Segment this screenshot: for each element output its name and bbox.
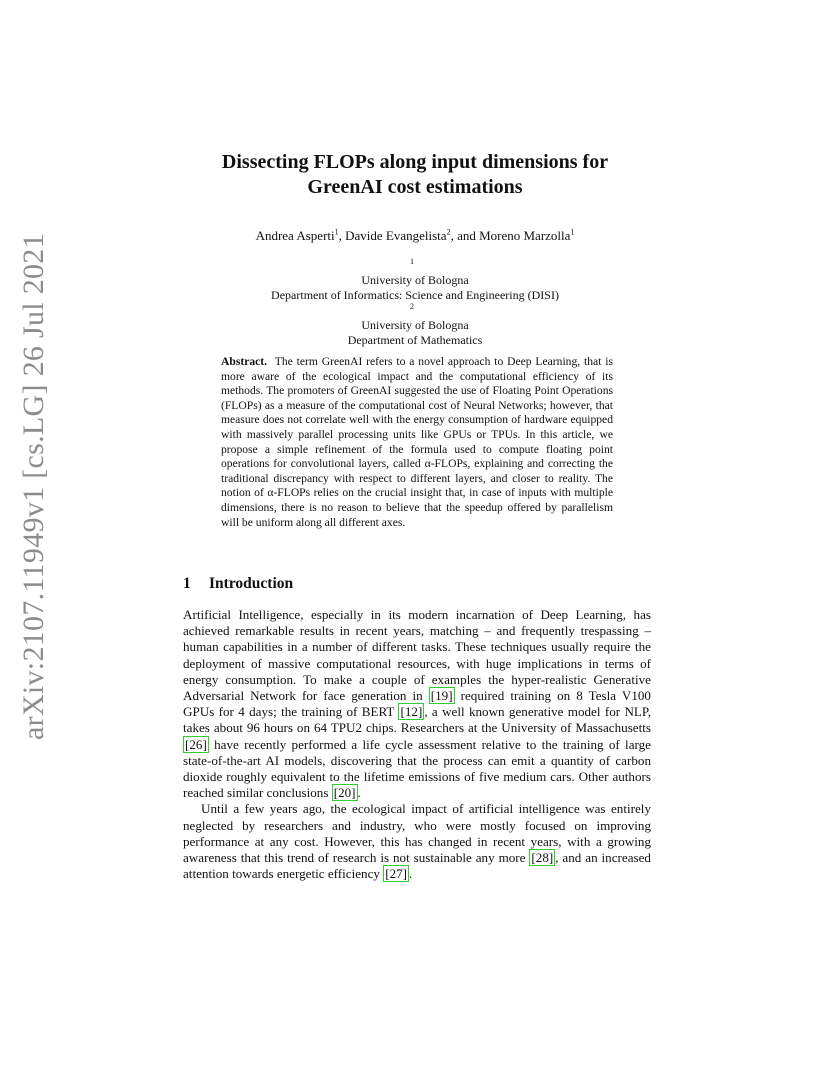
introduction-body [183, 607, 651, 882]
paragraph [183, 801, 651, 882]
affiliation-university: University of Bologna [361, 273, 469, 287]
paragraph-text: , a well known generative model for NLP, takes about 96 hours on 64 TPU2 chips. Researchers at the University of Massachusetts [183, 704, 651, 736]
title-line-1: Dissecting FLOPs along input dimensions for [221, 151, 609, 173]
paper-title [150, 150, 680, 200]
author-affil-mark: 1 [334, 227, 339, 237]
author-separator: , [338, 228, 346, 243]
paragraph-text: , and an increased attention towards energetic efficiency [183, 850, 651, 882]
affiliation-university: University of Bologna [361, 318, 469, 332]
title-line-2: GreenAI cost estimations [307, 176, 523, 198]
paragraph-text: Artificial Intelligence, especially in its modern incarnation of Deep Learning, has achieved remarkable results in recent years, matching – and frequently trespassing – human capabilities in a number of different tasks. These techniques usually require the deployment of massive computational resources, with huge implications in terms of energy consumption. To make a couple of examples the hyper-realistic Generative Adversarial Network for face generation in [183, 607, 651, 704]
section-title: Introduction [209, 575, 294, 592]
affiliation-department: Department of Informatics: Science and Engineering (DISI) [271, 288, 559, 302]
author-name: Andrea Asperti [255, 228, 335, 243]
paragraph-text: . [409, 866, 413, 882]
section-number: 1 [183, 575, 191, 592]
affil-mark: 1 [410, 257, 414, 266]
section-heading [183, 575, 293, 593]
author-list [150, 228, 680, 244]
affil-mark: 2 [410, 302, 414, 311]
citation-link[interactable]: [28] [531, 850, 554, 866]
abstract-label: Abstract. [221, 355, 268, 368]
author-affil-mark: 1 [570, 227, 575, 237]
affiliation-department: Department of Mathematics [347, 333, 483, 347]
citation-link[interactable]: [27] [385, 866, 408, 882]
affiliation-line [150, 303, 680, 333]
paragraph-text: have recently performed a life cycle assessment relative to the training of large state-of-the-art AI models, discovering that the process can emit a quantity of carbon dioxide roughly equivalent to the lifetime emissions of five medium cars. Other authors reached similar conclusions [183, 736, 651, 801]
author-name: Davide Evangelista [345, 228, 447, 243]
affiliation-line [150, 258, 680, 288]
paragraph [183, 607, 651, 801]
paragraph-text: . [357, 785, 361, 801]
abstract [221, 355, 613, 530]
citation-link[interactable]: [26] [185, 736, 207, 752]
affiliations [150, 258, 680, 348]
author-separator: , and [450, 228, 480, 243]
citation-link[interactable]: [20] [333, 785, 356, 801]
author-affil-mark: 2 [446, 227, 451, 237]
paragraph-text: Until a few years ago, the ecological impact of artificial intelligence was entirely neglected by researchers and industry, who were mostly focused on improving performance at any cost. However, this has changed in recent years, with a growing awareness that this trend of research is not sustainable any more [183, 801, 651, 866]
citation-link[interactable]: [12] [400, 704, 423, 720]
paragraph-text: required training on 8 Tesla V100 GPUs for 4 days; the training of BERT [183, 688, 651, 720]
citation-link[interactable]: [19] [430, 688, 453, 704]
author-name: Moreno Marzolla [479, 228, 571, 243]
abstract-text: The term GreenAI refers to a novel approach to Deep Learning, that is more aware of the ecological impact and the computational efficiency of its methods. The promoters of GreenAI suggested the use of Floating Point Operations (FLOPs) as a measure of the computational cost of Neural Networks; however, that measure does not correlate well with the energy consumption of hardware equipped with massively parallel processing units like GPUs or TPUs. In this article, we propose a simple refinement of the formula used to compute floating point operations for convolutional layers, called α-FLOPs, explaining and correcting the traditional discrepancy with respect to different layers, and closer to reality. The notion of α-FLOPs relies on the crucial insight that, in case of inputs with multiple dimensions, there is no reason to believe that the speedup offered by parallelism will be uniform along all different axes. [221, 355, 613, 529]
arxiv-identifier-stamp: arXiv:2107.11949v1 [cs.LG] 26 Jul 2021 [17, 233, 50, 740]
